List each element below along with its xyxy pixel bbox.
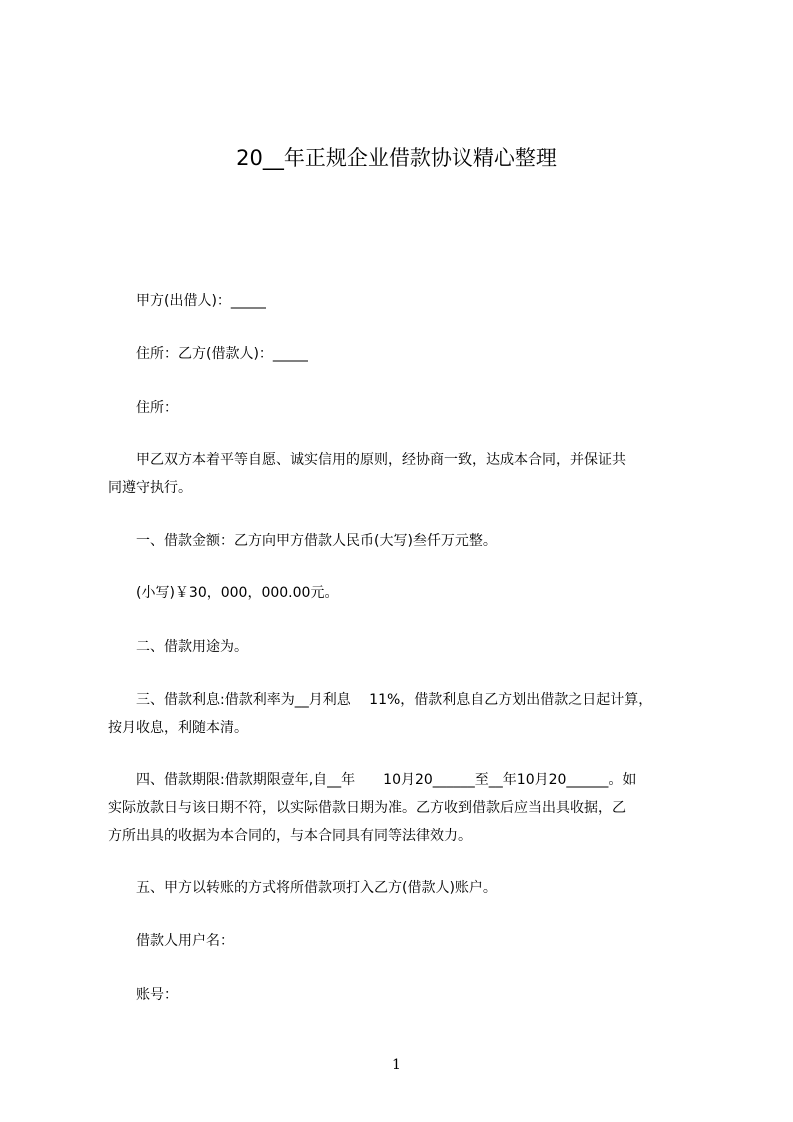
clause-4-line-1: 四、借款期限:借款期限壹年,自__年 10月20______至__年10月20______。如 xyxy=(136,772,637,788)
document-title: 20__年正规企业借款协议精心整理 xyxy=(236,146,557,170)
borrower-line: 住所：乙方(借款人)：_____ xyxy=(136,346,308,362)
address-line: 住所： xyxy=(136,400,178,416)
clause-3-interest xyxy=(108,686,713,742)
clause-3-line-2: 按月收息，利随本清。 xyxy=(108,720,248,736)
intro-line-2: 同遵守执行。 xyxy=(108,480,192,496)
clause-3-line-1: 三、借款利息:借款利率为__月利息 11%，借款利息自乙方划出借款之日起计算， xyxy=(136,692,653,708)
lender-line: 甲方(出借人)：_____ xyxy=(136,293,266,309)
clause-1-amount-figures: (小写)￥30，000，000.00元。 xyxy=(136,585,339,601)
clause-5-transfer: 五、甲方以转账的方式将所借款项打入乙方(借款人)账户。 xyxy=(136,880,497,896)
clause-4-line-3: 方所出具的收据为本合同的，与本合同具有同等法律效力。 xyxy=(108,828,472,844)
clause-1-amount: 一、借款金额：乙方向甲方借款人民币(大写)叁仟万元整。 xyxy=(136,533,497,549)
clause-4-term xyxy=(108,766,713,850)
clause-4-line-2: 实际放款日与该日期不符，以实际借款日期为准。乙方收到借款后应当出具收据，乙 xyxy=(108,800,626,816)
intro-paragraph xyxy=(108,446,713,502)
intro-line-1: 甲乙双方本着平等自愿、诚实信用的原则，经协商一致，达成本合同，并保证共 xyxy=(136,452,626,468)
page-number: 1 xyxy=(392,1057,401,1073)
account-name-line: 借款人用户名： xyxy=(136,933,234,949)
account-number-line: 账号： xyxy=(136,987,178,1003)
clause-2-purpose: 二、借款用途为。 xyxy=(136,639,248,655)
